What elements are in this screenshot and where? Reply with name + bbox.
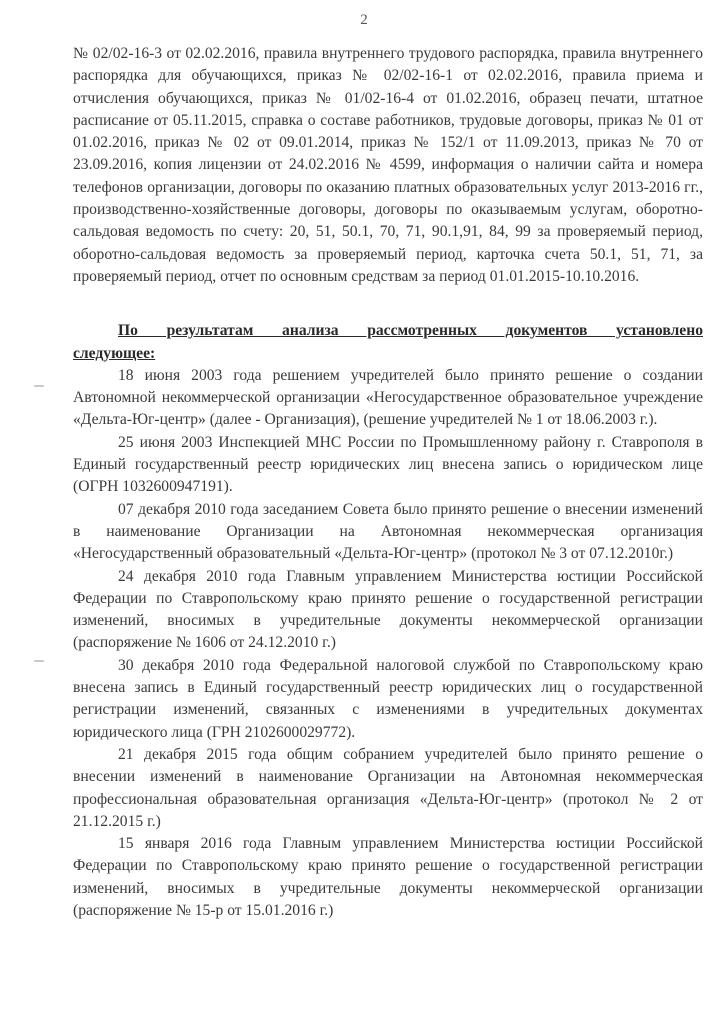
section-heading-line2: следующее:: [73, 344, 156, 362]
finding-paragraph: 25 июня 2003 Инспекцией МНС России по Промышленному району г. Ставрополя в Единый государственный реестр юридических лиц внесена запись о юридическом лице (ОГРН 1032600947191).: [73, 433, 703, 496]
document-body: [73, 43, 703, 922]
paragraph-gap: [73, 288, 703, 320]
document-list-paragraph: № 02/02-16-3 от 02.02.2016, правила внутреннего трудового распорядка, правила внутреннего распорядка для обучающихся, приказ № 02/02-16-1 от 02.02.2016, правила приема и отчисления обучающихся, приказ № 01/02-16-4 от 01.02.2016, образец печати, штатное расписание от 05.11.2015, справка о составе работников, трудовые договоры, приказ № 01 от 01.02.2016, приказ № 02 от 09.01.2014, приказ № 152/1 от 11.09.2013, приказ № 70 от 23.09.2016, копия лицензии от 24.02.2016 № 4599, информация о наличии сайта и номера телефонов организации, договоры по оказанию платных образовательных услуг 2013-2016 гг., производственно-хозяйственные договоры, договоры по оказываемым услугам, оборотно-сальдовая ведомость по счету: 20, 51, 50.1, 70, 71, 90.1,91, 84, 99 за проверяемый период, оборотно-сальдовая ведомость за проверяемый период, карточка счета 50.1, 51, 71, за проверяемый период, отчет по основным средствам за период 01.01.2015-10.10.2016.: [73, 45, 703, 285]
finding-paragraph: 24 декабря 2010 года Главным управлением Министерства юстиции Российской Федерации по Ставропольскому краю принято решение о государственной регистрации изменений, вносимых в учредительные документы некоммерческой организации (распоряжение № 1606 от 24.12.2010 г.): [73, 567, 703, 652]
finding-paragraph: 30 декабря 2010 года Федеральной налоговой службой по Ставропольскому краю внесена запись в Единый государственный реестр юридических лиц о государственной регистрации изменений, связанных с изменениями в учредительных документах юридического лица (ГРН 2102600029772).: [73, 656, 703, 741]
finding-paragraph: 07 декабря 2010 года заседанием Совета было принято решение о внесении изменений в наименование Организации на Автономная некоммерческая организация «Негосударственный образовательный «Дельта-Юг-центр» (протокол № 3 от 07.12.2010г.): [73, 500, 703, 563]
scan-artifact-mark: [34, 660, 44, 662]
finding-paragraph: 21 декабря 2015 года общим собранием учредителей было принято решение о внесении изменений в наименование Организации на Автономная некоммерческая профессиональная образовательная организация «Дельта-Юг-центр» (протокол № 2 от 21.12.2015 г.): [73, 745, 703, 830]
page-number: 2: [360, 12, 368, 28]
section-heading-line1: По результатам анализа рассмотренных документов установлено: [118, 322, 703, 340]
finding-paragraph: 18 июня 2003 года решением учредителей было принято решение о создании Автономной некоммерческой организации «Негосударственное образовательное учреждение «Дельта-Юг-центр» (далее - Организация), (решение учредителей № 1 от 18.06.2003 г.).: [73, 366, 703, 429]
scan-artifact-mark: [34, 385, 44, 387]
finding-paragraph: 15 января 2016 года Главным управлением Министерства юстиции Российской Федерации по Ставропольскому краю принято решение о государственной регистрации изменений, вносимых в учредительные документы некоммерческой организации (распоряжение № 15-р от 15.01.2016 г.): [73, 835, 703, 919]
section-heading: [73, 320, 703, 365]
